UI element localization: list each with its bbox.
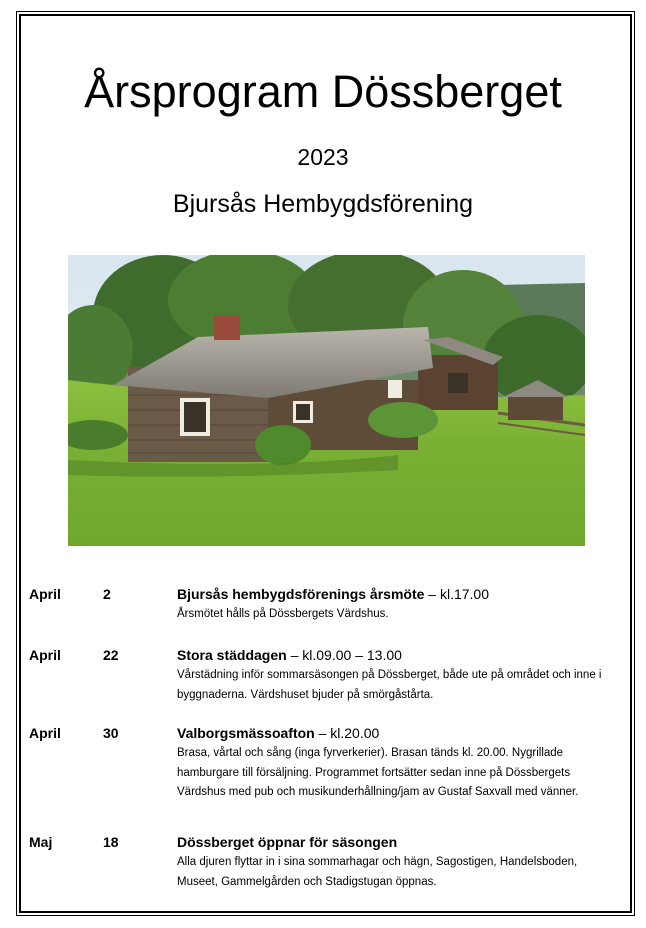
event-description: Vårstädning inför sommarsäsongen på Dössberget, både ute på området och inne i byggnaderna. Värdshuset bjuder på smörgåstårta.: [177, 669, 602, 701]
document-year: 2023: [297, 144, 349, 170]
event-heading: [177, 833, 397, 851]
event-time: – kl.17.00: [424, 586, 490, 602]
event-description: Alla djuren flyttar in i sina sommarhagar och hägn, Sagostigen, Handelsboden, Museet, Gammelgården och Stadigstugan öppnas.: [177, 856, 578, 888]
event-title: Valborgsmässoafton: [177, 725, 315, 741]
event-description: Årsmötet hålls på Dössbergets Värdshus.: [177, 608, 389, 620]
event-heading: [177, 646, 402, 664]
document-title: Årsprogram Dössberget: [84, 66, 562, 117]
event-day: 22: [103, 647, 119, 663]
event-time: – kl.20.00: [314, 725, 380, 741]
event-heading: [177, 585, 489, 603]
event-title: Dössberget öppnar för säsongen: [177, 834, 398, 850]
event-title: Bjursås hembygdsförenings årsmöte: [177, 586, 425, 602]
event-month: Maj: [29, 834, 53, 850]
event-description: Brasa, vårtal och sång (inga fyrverkerier). Brasan tänds kl. 20.00. Nygrillade hamburgare till försäljning. Programmet fortsätter sedan inne på Dössbergets Värdshus med pub och musikunderhållning/jam av Gustaf Saxvall med vänner.: [177, 747, 579, 798]
event-month: April: [29, 725, 61, 741]
event-time: – kl.09.00 – 13.00: [286, 647, 402, 663]
organization-name: Bjursås Hembygdsförening: [172, 190, 474, 218]
event-day: 30: [103, 725, 119, 741]
event-month: April: [29, 586, 61, 602]
event-month: April: [29, 647, 61, 663]
event-day: 18: [103, 834, 119, 850]
event-title: Stora städdagen: [177, 647, 287, 663]
event-heading: [177, 724, 379, 742]
farmhouse-photo: [68, 255, 585, 546]
event-day: 2: [103, 586, 111, 602]
